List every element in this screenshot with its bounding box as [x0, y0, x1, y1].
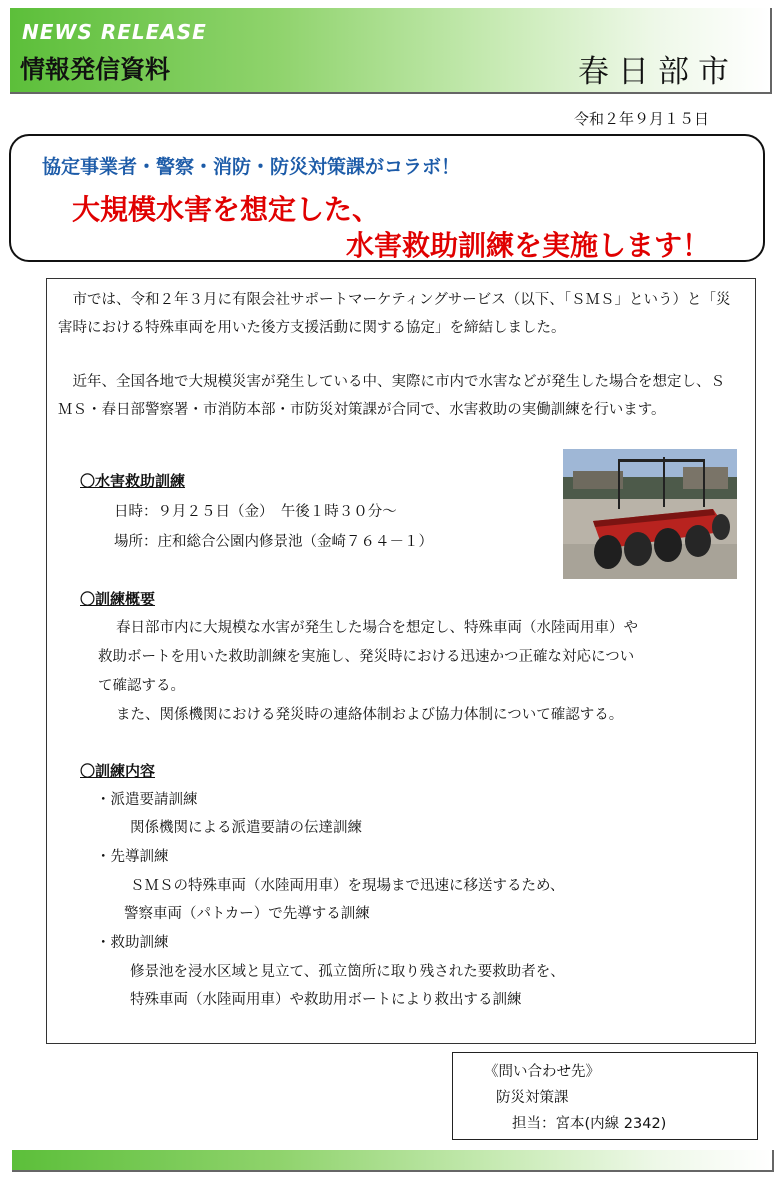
overview-line-4: また、関係機関における発災時の連絡体制および協力体制について確認する。 [116, 707, 624, 723]
training-datetime: 日時：９月２５日（金） 午後１時３０分～ [114, 504, 397, 520]
content-item-line: ＳＭＳの特殊車両（水陸両用車）を現場まで迅速に移送するため、 [130, 878, 565, 894]
training-heading: 〇水害救助訓練 [80, 472, 186, 490]
headline-subhead: 協定事業者・警察・消防・防災対策課がコラボ！ [42, 156, 461, 178]
overview-line-2: 救助ボートを用いた救助訓練を実施し、発災時における迅速かつ正確な対応につい [98, 649, 635, 665]
content-item-title: ・派遣要請訓練 [96, 792, 198, 808]
header-title: 情報発信資料 [20, 55, 171, 84]
contact-department: 防災対策課 [496, 1090, 569, 1106]
footer-banner [12, 1150, 774, 1172]
release-date: 令和２年９月１５日 [574, 110, 710, 128]
news-release-label: NEWS RELEASE [22, 20, 207, 44]
content-item-title: ・先導訓練 [96, 849, 169, 865]
content-item-line: 警察車両（パトカー）で先導する訓練 [124, 906, 370, 922]
amphibious-vehicle-image [563, 449, 737, 579]
city-name: 春日部市 [578, 54, 738, 90]
headline-line-2: 水害救助訓練を実施します！ [346, 229, 711, 262]
contact-heading: 《問い合わせ先》 [484, 1064, 600, 1080]
intro-paragraph-2: 近年、全国各地で大規模災害が発生している中、実際に市内で水害などが発生した場合を想定し、ＳＭＳ・春日部警察署・市消防本部・市防災対策課が合同で、水害救助の実働訓練を行います。 [58, 374, 725, 418]
amphibious-vehicle-photo [563, 449, 737, 579]
overview-heading: 〇訓練概要 [80, 590, 156, 608]
content-item-line: 修景池を浸水区域と見立て、孤立箇所に取り残された要救助者を、 [130, 964, 565, 980]
content-item-line: 関係機関による派遣要請の伝達訓練 [130, 820, 362, 836]
overview-line-1: 春日部市内に大規模な水害が発生した場合を想定し、特殊車両（水陸両用車）や [116, 620, 638, 636]
headline-line-1: 大規模水害を想定した、 [72, 193, 381, 226]
contact-person: 担当：宮本(内線 2342) [512, 1116, 667, 1132]
intro-paragraph-1: 市では、令和２年３月に有限会社サポートマーケティングサービス（以下、「ＳＭＳ」という）と「災害時における特殊車両を用いた後方支援活動に関する協定」を締結しました。 [58, 292, 731, 336]
content-item-title: ・救助訓練 [96, 935, 169, 951]
overview-line-3: て確認する。 [98, 678, 185, 694]
content-item-line: 特殊車両（水陸両用車）や救助用ボートにより救出する訓練 [130, 992, 522, 1008]
training-place: 場所：庄和総合公園内修景池（金崎７６４－１） [114, 534, 433, 550]
content-heading: 〇訓練内容 [80, 762, 156, 780]
